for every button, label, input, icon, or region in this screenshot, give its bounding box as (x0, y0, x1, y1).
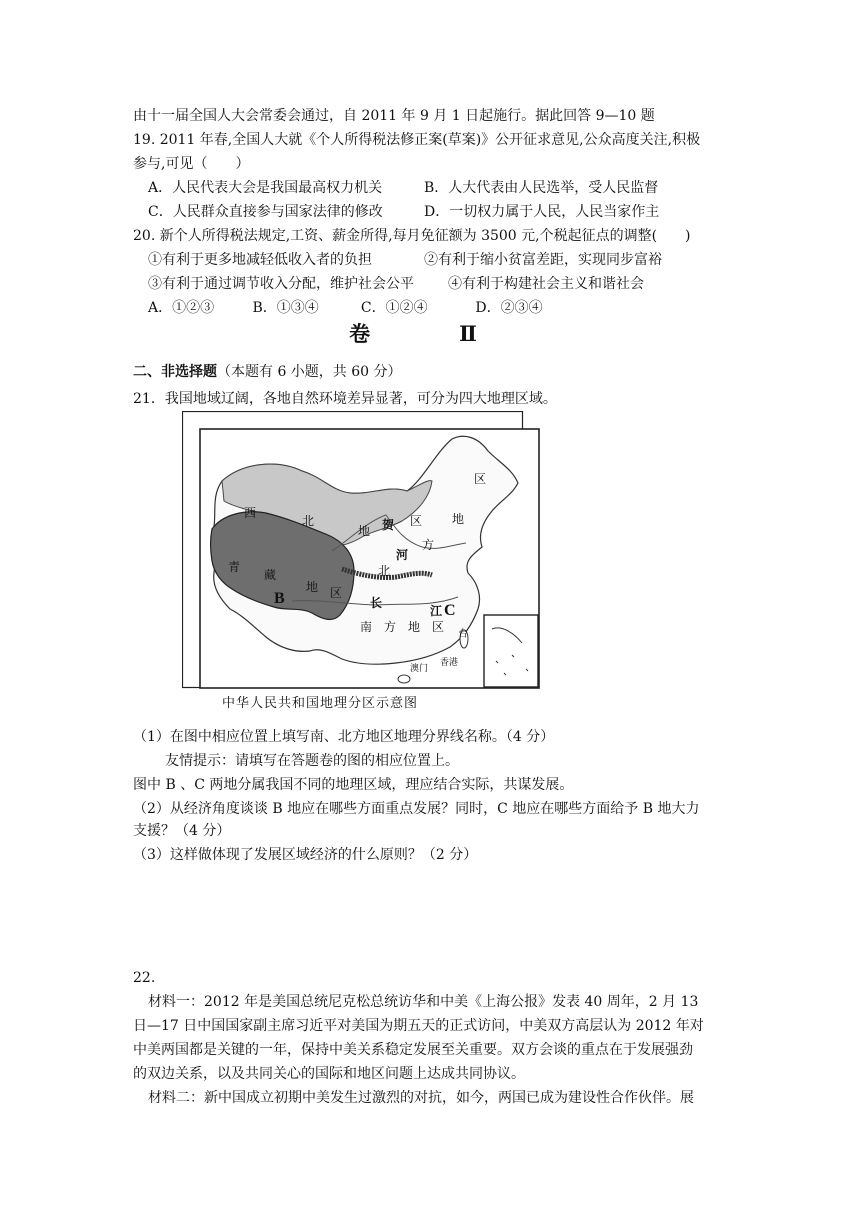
q20-statement-1: ①有利于更多地减轻低收入者的负担 (148, 252, 372, 268)
q20-option-b: B．①③④ (252, 300, 319, 316)
material-2-line-1: 材料二：新中国成立初期中美发生过激烈的对抗，如今，两国已成为建设性合作伙伴。展 (148, 1090, 694, 1106)
q21-tip: 友情提示：请填写在答题卷的图的相应位置上。 (165, 753, 459, 769)
label-qt-zang: 藏 (264, 568, 277, 582)
hainan-island (398, 675, 410, 683)
text-line-intro: 由十一届全国人大会常委会通过，自 2011 年 9 月 1 日起施行。据此回答 9—10 题 (133, 108, 655, 124)
q19-option-c: C．人民群众直接参与国家法律的修改 (148, 204, 383, 220)
label-qt-qu: 区 (330, 586, 343, 600)
label-taiwan: 台 (458, 629, 468, 640)
volume-title: 卷 Ⅱ (349, 321, 511, 346)
q21-part-2-cont: 支援？（4 分） (133, 823, 231, 839)
q20-statement-4: ④有利于构建社会主义和谐社会 (448, 276, 644, 292)
q20-statement-3: ③有利于通过调节收入分配，维护社会公平 (148, 276, 414, 292)
label-helan: 贺 (382, 518, 395, 532)
map-caption: 中华人民共和国地理分区示意图 (222, 696, 419, 711)
label-chang: 长 (370, 596, 383, 610)
label-northwest-di: 地 (358, 524, 371, 538)
q21-part-3: （3）这样做体现了发展区域经济的什么原则？（2 分） (133, 847, 478, 863)
section-2-note: （本题有 6 小题，共 60 分） (217, 364, 402, 380)
q20-option-a: A．①②③ (148, 300, 215, 316)
map-svg (182, 411, 542, 691)
label-northwest-xi: 西 (244, 506, 257, 520)
q20-option-d: D．②③④ (475, 300, 543, 316)
material-1-line-4: 的双边关系，以及共同关心的国际和地区问题上达成共同协议。 (133, 1066, 525, 1082)
label-c: C (444, 602, 456, 619)
q20-options-row (148, 298, 543, 318)
south-china-sea-inset (484, 615, 538, 687)
china-region-map (182, 411, 542, 691)
q20-statement-2: ②有利于缩小贫富差距，实现同步富裕 (424, 252, 662, 268)
label-northwest-qu: 区 (410, 514, 423, 528)
label-north-di: 地 (452, 512, 465, 526)
label-b: B (274, 590, 285, 607)
material-1-line-1: 材料一：2012 年是美国总统尼克松总统访华和中美《上海公报》发表 40 周年，2 月 13 (148, 994, 699, 1010)
section-2-heading (133, 362, 402, 382)
material-1-line-2: 日—17 日中国国家副主席习近平对美国为期五天的正式访问，中美双方高层认为 2012 年对 (133, 1018, 704, 1034)
label-macau: 澳门 (410, 663, 429, 673)
question-19-stem-cont: 参与,可见（ ） (133, 156, 250, 172)
q20-option-c: C．①②④ (360, 300, 428, 316)
label-jiang: 江 (430, 604, 443, 618)
label-hongkong: 香港 (440, 657, 459, 667)
q19-option-d: D．一切权力属于人民，人民当家作主 (424, 204, 660, 220)
question-20-stem: 20. 新个人所得税法规定,工资、薪金所得,每月免征额为 3500 元,个税起征点的调整( ) (133, 228, 691, 244)
label-north-fang: 方 (422, 538, 435, 552)
q21-part-1: （1）在图中相应位置上填写南、北方地区地理分界线名称。（4 分） (133, 729, 555, 745)
question-22-number: 22. (133, 970, 156, 986)
q21-part-2: （2）从经济角度谈谈 B 地应在哪些方面重点发展？同时，C 地应在哪些方面给予 B 地大力 (133, 801, 700, 817)
label-northwest-bei: 北 (302, 514, 315, 528)
question-21-stem: 21．我国地域辽阔，各地自然环境差异显著，可分为四大地理区域。 (133, 391, 557, 407)
material-1-line-3: 中美两国都是关键的一年，保持中美关系稳定发展至关重要。双方会谈的重点在于发展强劲 (133, 1042, 693, 1058)
label-northeast-qu: 区 (474, 472, 487, 486)
label-yellow-river: 河 (396, 548, 409, 562)
label-qt-di: 地 (306, 580, 319, 594)
q19-option-b: B．人大代表由人民选举，受人民监督 (424, 180, 659, 196)
q21-context: 图中 B 、C 两地分属我国不同的地理区域，理应结合实际，共谋发展。 (133, 777, 574, 793)
q19-option-a: A．人民代表大会是我国最高权力机关 (148, 180, 383, 196)
section-2-title: 二、非选择题 (133, 364, 217, 380)
label-south-region: 南 方 地 区 (360, 620, 445, 634)
label-qt-qing: 青 (228, 560, 241, 574)
label-north-bei: 北 (378, 564, 391, 578)
question-19-stem: 19. 2011 年春,全国人大就《个人所得税法修正案(草案)》公开征求意见,公众高度关注,积极 (133, 132, 701, 148)
